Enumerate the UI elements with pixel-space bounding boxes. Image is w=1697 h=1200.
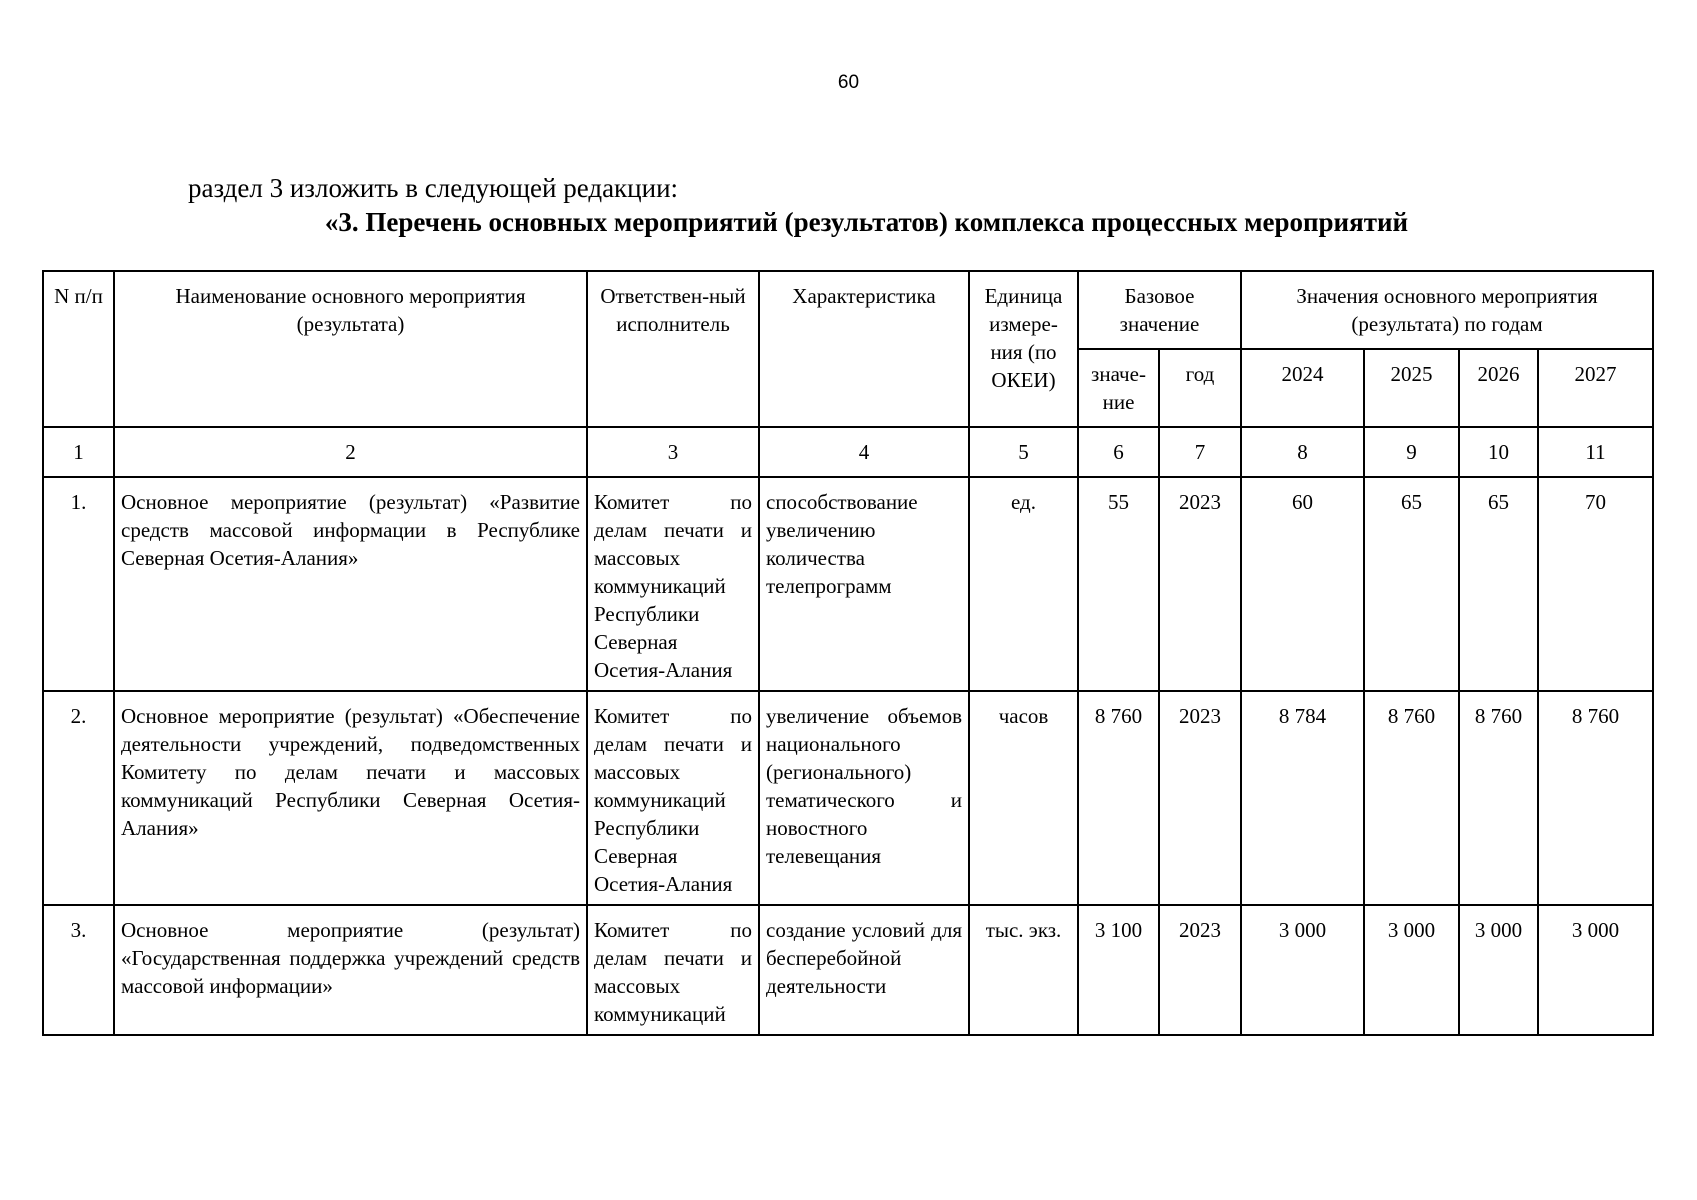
table-row	[43, 905, 1653, 1035]
row-value-2027: 3 000	[1538, 905, 1653, 1035]
row-value-2026: 8 760	[1459, 691, 1538, 905]
row-value-2025: 8 760	[1364, 691, 1459, 905]
row-characteristic: увеличение объемов национального (регионального) тематического и новостного телевещания	[759, 691, 969, 905]
row-name: Основное мероприятие (результат) «Развитие средств массовой информации в Республике Северная Осетия-Алания»	[114, 477, 587, 691]
header-unit: Единица измере-ния (по ОКЕИ)	[969, 271, 1078, 427]
row-name: Основное мероприятие (результат) «Государственная поддержка учреждений средств массовой информации»	[114, 905, 587, 1035]
header-base-value: значе-ние	[1078, 349, 1159, 427]
column-number: 2	[114, 427, 587, 477]
row-name: Основное мероприятие (результат) «Обеспечение деятельности учреждений, подведомственных Комитету по делам печати и массовых коммуникаций Республики Северная Осетия-Алания»	[114, 691, 587, 905]
table-row	[43, 691, 1653, 905]
row-value-2026: 65	[1459, 477, 1538, 691]
row-unit: ед.	[969, 477, 1078, 691]
row-value-2025: 3 000	[1364, 905, 1459, 1035]
intro-text: раздел 3 изложить в следующей редакции:	[188, 173, 679, 203]
header-2025: 2025	[1364, 349, 1459, 427]
row-unit: часов	[969, 691, 1078, 905]
row-num: 1.	[43, 477, 114, 691]
column-number: 11	[1538, 427, 1653, 477]
header-name: Наименование основного мероприятия (результата)	[114, 271, 587, 427]
row-base-value: 55	[1078, 477, 1159, 691]
row-executor: Комитет по делам печати и массовых коммуникаций Республики Северная Осетия-Алания	[587, 691, 759, 905]
row-num: 3.	[43, 905, 114, 1035]
row-value-2024: 3 000	[1241, 905, 1364, 1035]
row-unit: тыс. экз.	[969, 905, 1078, 1035]
column-number: 5	[969, 427, 1078, 477]
row-base-year: 2023	[1159, 691, 1241, 905]
header-executor: Ответствен-ный исполнитель	[587, 271, 759, 427]
row-characteristic: создание условий для бесперебойной деятельности	[759, 905, 969, 1035]
column-number: 10	[1459, 427, 1538, 477]
measures-table	[42, 270, 1654, 1036]
row-value-2024: 60	[1241, 477, 1364, 691]
header-row-1	[43, 271, 1653, 349]
row-base-value: 8 760	[1078, 691, 1159, 905]
column-numbers-row	[43, 427, 1653, 477]
column-number: 6	[1078, 427, 1159, 477]
row-base-value: 3 100	[1078, 905, 1159, 1035]
row-value-2027: 70	[1538, 477, 1653, 691]
column-number: 8	[1241, 427, 1364, 477]
row-value-2024: 8 784	[1241, 691, 1364, 905]
row-base-year: 2023	[1159, 905, 1241, 1035]
column-number: 3	[587, 427, 759, 477]
column-number: 4	[759, 427, 969, 477]
page-number: 60	[837, 72, 860, 93]
header-2024: 2024	[1241, 349, 1364, 427]
header-num: N п/п	[43, 271, 114, 427]
section-title: «3. Перечень основных мероприятий (результатов) комплекса процессных мероприятий	[324, 207, 1409, 237]
row-num: 2.	[43, 691, 114, 905]
column-number: 9	[1364, 427, 1459, 477]
row-value-2027: 8 760	[1538, 691, 1653, 905]
row-value-2026: 3 000	[1459, 905, 1538, 1035]
header-2027: 2027	[1538, 349, 1653, 427]
column-number: 1	[43, 427, 114, 477]
header-characteristic: Характеристика	[759, 271, 969, 427]
column-number: 7	[1159, 427, 1241, 477]
header-base: Базовое значение	[1078, 271, 1241, 349]
row-executor: Комитет по делам печати и массовых коммуникаций Республики Северная Осетия-Алания	[587, 477, 759, 691]
header-years-group: Значения основного мероприятия (результата) по годам	[1241, 271, 1653, 349]
header-base-year: год	[1159, 349, 1241, 427]
table-row	[43, 477, 1653, 691]
header-2026: 2026	[1459, 349, 1538, 427]
row-value-2025: 65	[1364, 477, 1459, 691]
row-base-year: 2023	[1159, 477, 1241, 691]
row-characteristic: способствование увеличению количества телепрограмм	[759, 477, 969, 691]
row-executor: Комитет по делам печати и массовых коммуникаций	[587, 905, 759, 1035]
